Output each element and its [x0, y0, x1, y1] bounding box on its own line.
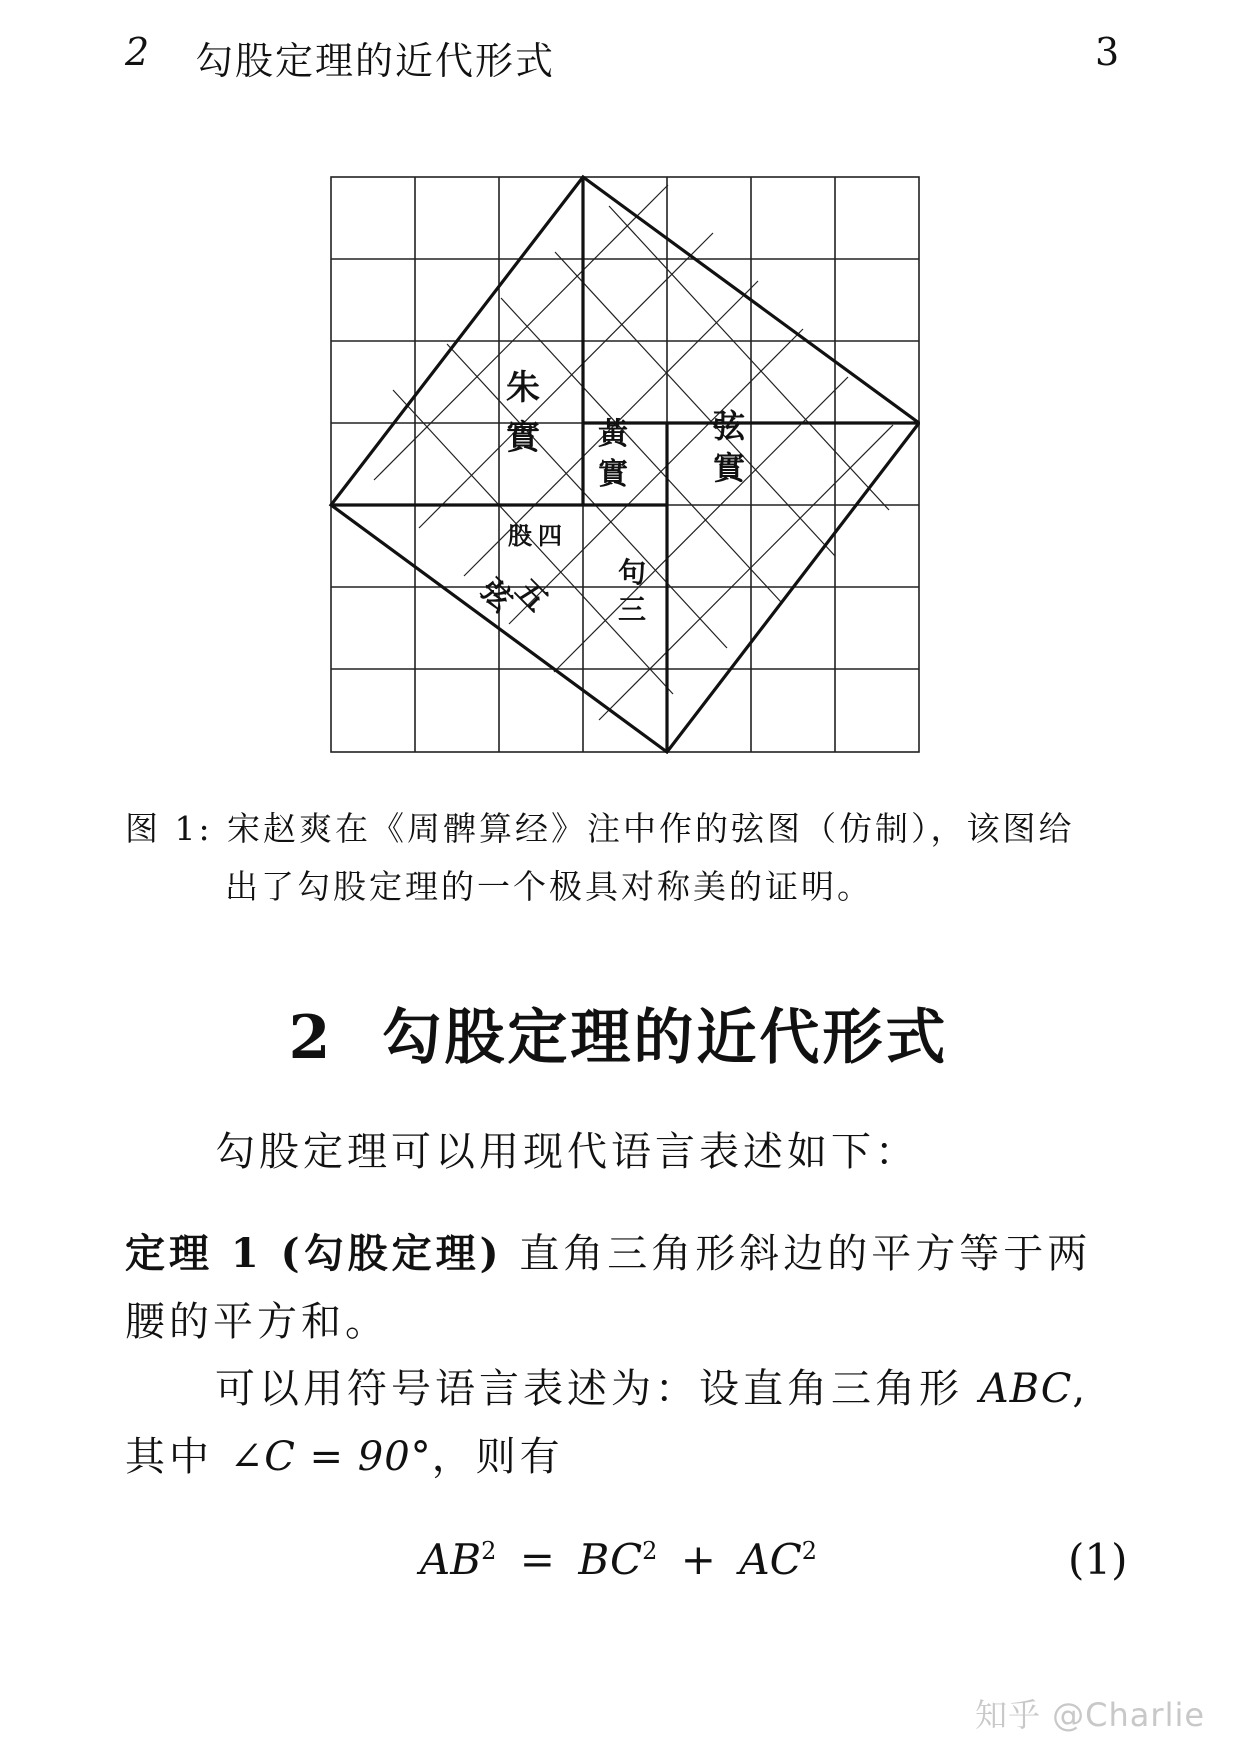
caption-label: 图 1:	[125, 809, 213, 848]
section-title: 勾股定理的近代形式	[381, 1003, 949, 1073]
eq-term-ab: AB	[419, 1535, 482, 1584]
symbolic-paragraph	[125, 1355, 1135, 1491]
label-zhu-shi: 實	[506, 418, 540, 458]
xian-tu-figure	[328, 174, 920, 754]
section-number: 2	[288, 1003, 334, 1073]
label-xian: 弦	[713, 407, 746, 445]
label-zhu: 朱	[506, 368, 540, 408]
intro-paragraph: 勾股定理可以用现代语言表述如下：	[215, 1129, 919, 1175]
equation-number: (1)	[1068, 1535, 1128, 1584]
label-xian-wu: 五	[508, 572, 555, 619]
eq-term-ac: AC	[739, 1535, 802, 1584]
then-text: ，则有	[431, 1434, 564, 1480]
label-xian-5: 弦	[473, 572, 520, 619]
symbolic-comma: ,	[1072, 1366, 1090, 1412]
section-heading	[0, 990, 1237, 1076]
label-gu-si: 四	[538, 521, 562, 550]
eq-exp-1: 2	[481, 1537, 497, 1565]
symbolic-intro: 可以用符号语言表述为：设直角三角形	[215, 1366, 963, 1412]
caption-line-1: 宋赵爽在《周髀算经》注中作的弦图（仿制），该图给	[227, 809, 1075, 848]
watermark: 知乎 @Charlie	[975, 1696, 1206, 1734]
eq-equals: =	[519, 1535, 555, 1584]
eq-exp-3: 2	[801, 1537, 818, 1565]
where-text: 其中	[125, 1434, 213, 1480]
theorem-block	[125, 1220, 1135, 1356]
theorem-statement: 直角三角形斜边的平方等于两腰的平方和。	[125, 1231, 1092, 1345]
eq-term-bc: BC	[578, 1535, 643, 1584]
theorem-label: 定理 1 (勾股定理)	[125, 1230, 503, 1277]
equation-1	[0, 1535, 1237, 1595]
page-number: 3	[1095, 30, 1120, 74]
diagonal-grid	[374, 185, 893, 720]
equation-body	[0, 1535, 1237, 1584]
eq-exp-2: 2	[642, 1537, 658, 1565]
running-head	[0, 30, 1237, 83]
running-head-section-number: 2	[125, 30, 150, 74]
running-head-title: 勾股定理的近代形式	[195, 39, 556, 83]
label-huang-shi: 實	[598, 457, 628, 492]
figure-caption	[125, 800, 1125, 916]
eq-plus: +	[680, 1535, 716, 1584]
caption-line-2: 出了勾股定理的一个极具对称美的证明。	[225, 867, 873, 906]
label-gu: 股	[508, 521, 532, 550]
triangle-name: ABC	[979, 1366, 1073, 1412]
xian-tu-diagram	[328, 174, 920, 754]
label-xian-shi: 實	[713, 449, 746, 487]
label-huang: 黃	[598, 417, 628, 452]
label-gou-san: 三	[618, 593, 647, 626]
label-gou: 句	[618, 556, 647, 589]
angle-expression: ∠C = 90°	[229, 1434, 432, 1480]
